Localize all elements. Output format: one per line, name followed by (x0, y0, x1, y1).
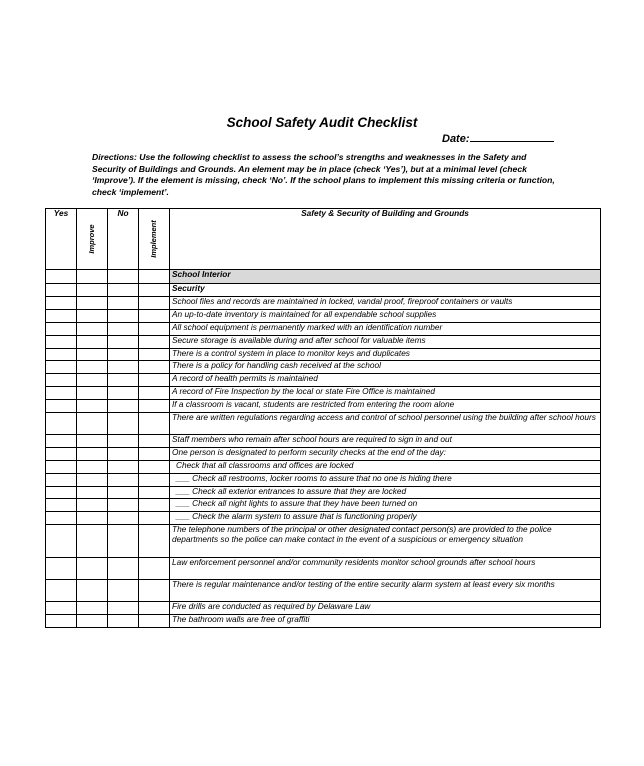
implement-checkbox-cell[interactable] (139, 387, 170, 400)
implement-checkbox-cell[interactable] (139, 270, 170, 284)
checklist-item-row (46, 473, 601, 486)
subsection-row-text: Security (170, 284, 601, 297)
implement-checkbox-cell[interactable] (139, 615, 170, 628)
yes-checkbox-cell[interactable] (46, 512, 77, 525)
implement-checkbox-cell[interactable] (139, 335, 170, 348)
checklist-item-row-text: ___ Check all exterior entrances to assure that they are locked (170, 486, 601, 499)
no-checkbox-cell[interactable] (108, 602, 139, 615)
yes-checkbox-cell[interactable] (46, 435, 77, 448)
checklist-item-row (46, 602, 601, 615)
improve-checkbox-cell[interactable] (77, 525, 108, 558)
improve-column-header (77, 209, 108, 270)
no-checkbox-cell[interactable] (108, 335, 139, 348)
improve-checkbox-cell[interactable] (77, 473, 108, 486)
no-checkbox-cell[interactable] (108, 374, 139, 387)
checklist-item-row-text: There is a control system in place to monitor keys and duplicates (170, 348, 601, 361)
implement-checkbox-cell[interactable] (139, 361, 170, 374)
checklist-item-row-text: There is a policy for handling cash received at the school (170, 361, 601, 374)
improve-checkbox-cell[interactable] (77, 580, 108, 602)
checklist-item-row (46, 309, 601, 322)
checklist-item-row-text: There are written regulations regarding access and control of school personnel using the building after school hours (170, 413, 601, 435)
checklist-item-row (46, 400, 601, 413)
no-checkbox-cell[interactable] (108, 309, 139, 322)
implement-checkbox-cell[interactable] (139, 460, 170, 473)
checklist-item-row (46, 413, 601, 435)
checklist-item-row (46, 580, 601, 602)
yes-checkbox-cell[interactable] (46, 558, 77, 580)
no-checkbox-cell[interactable] (108, 473, 139, 486)
yes-checkbox-cell[interactable] (46, 413, 77, 435)
yes-checkbox-cell[interactable] (46, 361, 77, 374)
implement-checkbox-cell[interactable] (139, 580, 170, 602)
yes-checkbox-cell[interactable] (46, 387, 77, 400)
yes-checkbox-cell[interactable] (46, 460, 77, 473)
yes-checkbox-cell[interactable] (46, 602, 77, 615)
checklist-item-row-text: All school equipment is permanently marked with an identification number (170, 322, 601, 335)
no-checkbox-cell[interactable] (108, 558, 139, 580)
implement-checkbox-cell[interactable] (139, 309, 170, 322)
implement-checkbox-cell[interactable] (139, 348, 170, 361)
no-checkbox-cell[interactable] (108, 297, 139, 310)
checklist-item-row-text: Staff members who remain after school hours are required to sign in and out (170, 435, 601, 448)
implement-checkbox-cell[interactable] (139, 322, 170, 335)
checklist-item-row (46, 374, 601, 387)
no-checkbox-cell[interactable] (108, 361, 139, 374)
improve-checkbox-cell[interactable] (77, 309, 108, 322)
implement-checkbox-cell[interactable] (139, 525, 170, 558)
page-title: School Safety Audit Checklist (226, 115, 418, 130)
improve-checkbox-cell[interactable] (77, 400, 108, 413)
yes-checkbox-cell[interactable] (46, 580, 77, 602)
no-checkbox-cell[interactable] (108, 348, 139, 361)
no-checkbox-cell[interactable] (108, 499, 139, 512)
improve-checkbox-cell[interactable] (77, 348, 108, 361)
checklist-item-row (46, 486, 601, 499)
checklist-item-row-text: The telephone numbers of the principal or other designated contact person(s) are provided to the police departments so the police can make contact in the event of a suspicious or emergency situation (170, 525, 601, 558)
checklist-item-row-text: Fire drills are conducted as required by Delaware Law (170, 602, 601, 615)
improve-checkbox-cell[interactable] (77, 615, 108, 628)
no-checkbox-cell[interactable] (108, 486, 139, 499)
checklist-item-row-text: If a classroom is vacant, students are restricted from entering the room alone (170, 400, 601, 413)
implement-checkbox-cell[interactable] (139, 558, 170, 580)
no-checkbox-cell[interactable] (108, 615, 139, 628)
checklist-item-row (46, 615, 601, 628)
checklist-item-row-text: A record of health permits is maintained (170, 374, 601, 387)
improve-checkbox-cell[interactable] (77, 558, 108, 580)
improve-checkbox-cell[interactable] (77, 297, 108, 310)
no-checkbox-cell[interactable] (108, 270, 139, 284)
checklist-item-row (46, 387, 601, 400)
implement-checkbox-cell[interactable] (139, 413, 170, 435)
yes-checkbox-cell[interactable] (46, 322, 77, 335)
yes-column-header: Yes (46, 209, 77, 270)
no-checkbox-cell[interactable] (108, 400, 139, 413)
checklist-item-row-text: ___ Check all night lights to assure that they have been turned on (170, 499, 601, 512)
no-checkbox-cell[interactable] (108, 413, 139, 435)
yes-checkbox-cell[interactable] (46, 284, 77, 297)
yes-checkbox-cell[interactable] (46, 270, 77, 284)
checklist-item-row-text: A record of Fire Inspection by the local or state Fire Office is maintained (170, 387, 601, 400)
section-row-text: School Interior (170, 270, 601, 284)
no-checkbox-cell[interactable] (108, 580, 139, 602)
yes-checkbox-cell[interactable] (46, 297, 77, 310)
checklist-item-row (46, 499, 601, 512)
improve-checkbox-cell[interactable] (77, 284, 108, 297)
improve-checkbox-cell[interactable] (77, 512, 108, 525)
improve-checkbox-cell[interactable] (77, 335, 108, 348)
no-column-header: No (108, 209, 139, 270)
improve-checkbox-cell[interactable] (77, 361, 108, 374)
yes-checkbox-cell[interactable] (46, 400, 77, 413)
no-checkbox-cell[interactable] (108, 435, 139, 448)
checklist-item-row (46, 322, 601, 335)
checklist-item-row-text: One person is designated to perform security checks at the end of the day: (170, 447, 601, 460)
checklist-item-row-text: Law enforcement personnel and/or community residents monitor school grounds after school hours (170, 558, 601, 580)
checklist-item-row-text: There is regular maintenance and/or testing of the entire security alarm system at least every six months (170, 580, 601, 602)
checklist-item-row (46, 460, 601, 473)
yes-checkbox-cell[interactable] (46, 486, 77, 499)
implement-checkbox-cell[interactable] (139, 297, 170, 310)
improve-checkbox-cell[interactable] (77, 460, 108, 473)
improve-checkbox-cell[interactable] (77, 602, 108, 615)
checklist-item-row-text: Check that all classrooms and offices are locked (170, 460, 601, 473)
no-checkbox-cell[interactable] (108, 525, 139, 558)
implement-checkbox-cell[interactable] (139, 284, 170, 297)
implement-checkbox-cell[interactable] (139, 602, 170, 615)
checklist-item-row-text: The bathroom walls are free of graffiti (170, 615, 601, 628)
yes-checkbox-cell[interactable] (46, 615, 77, 628)
checklist-item-row-text: Secure storage is available during and after school for valuable items (170, 335, 601, 348)
improve-checkbox-cell[interactable] (77, 486, 108, 499)
improve-checkbox-cell[interactable] (77, 447, 108, 460)
implement-checkbox-cell[interactable] (139, 473, 170, 486)
improve-checkbox-cell[interactable] (77, 499, 108, 512)
improve-checkbox-cell[interactable] (77, 374, 108, 387)
implement-checkbox-cell[interactable] (139, 400, 170, 413)
improve-header-label: Improve (87, 224, 97, 254)
implement-checkbox-cell[interactable] (139, 435, 170, 448)
date-blank-line[interactable] (470, 130, 554, 142)
yes-checkbox-cell[interactable] (46, 525, 77, 558)
improve-checkbox-cell[interactable] (77, 435, 108, 448)
implement-checkbox-cell[interactable] (139, 512, 170, 525)
checklist-item-row-text: ___ Check the alarm system to assure that is functioning properly (170, 512, 601, 525)
date-field (442, 130, 554, 145)
yes-checkbox-cell[interactable] (46, 309, 77, 322)
checklist-item-row (46, 525, 601, 558)
yes-checkbox-cell[interactable] (46, 374, 77, 387)
implement-checkbox-cell[interactable] (139, 486, 170, 499)
no-checkbox-cell[interactable] (108, 322, 139, 335)
checklist-item-row-text: School files and records are maintained in locked, vandal proof, fireproof containers or vaults (170, 297, 601, 310)
yes-checkbox-cell[interactable] (46, 348, 77, 361)
date-label: Date: (442, 133, 470, 145)
implement-checkbox-cell[interactable] (139, 499, 170, 512)
section-row (46, 270, 601, 284)
implement-header-label: Implement (149, 220, 159, 258)
no-checkbox-cell[interactable] (108, 460, 139, 473)
checklist-item-row-text: An up-to-date inventory is maintained for all expendable school supplies (170, 309, 601, 322)
checklist-item-row (46, 361, 601, 374)
checklist-item-row-text: ___ Check all restrooms, locker rooms to assure that no one is hiding there (170, 473, 601, 486)
no-checkbox-cell[interactable] (108, 512, 139, 525)
checklist-item-row (46, 348, 601, 361)
checklist-item-row (46, 435, 601, 448)
yes-checkbox-cell[interactable] (46, 335, 77, 348)
checklist-item-row (46, 297, 601, 310)
subsection-row (46, 284, 601, 297)
table-main-heading: Safety & Security of Building and Grounds (170, 209, 601, 270)
implement-column-header (139, 209, 170, 270)
no-checkbox-cell[interactable] (108, 284, 139, 297)
improve-checkbox-cell[interactable] (77, 270, 108, 284)
improve-checkbox-cell[interactable] (77, 387, 108, 400)
no-checkbox-cell[interactable] (108, 447, 139, 460)
no-checkbox-cell[interactable] (108, 387, 139, 400)
yes-checkbox-cell[interactable] (46, 447, 77, 460)
yes-checkbox-cell[interactable] (46, 473, 77, 486)
header-row (46, 209, 601, 270)
checklist-item-row (46, 447, 601, 460)
implement-checkbox-cell[interactable] (139, 447, 170, 460)
checklist-item-row (46, 512, 601, 525)
checklist-table (45, 208, 601, 628)
yes-checkbox-cell[interactable] (46, 499, 77, 512)
checklist-item-row (46, 558, 601, 580)
improve-checkbox-cell[interactable] (77, 322, 108, 335)
directions-text: Directions: Use the following checklist to assess the school’s strengths and weaknesses in the Safety and Security of Buildings and Grounds. An element may be in place (check ‘Yes’), but at a minimal level (check ‘Improve’). If the element is missing, check ‘No’. If the school plans to implement this missing criteria or function, check ‘implement’. (92, 152, 555, 197)
improve-checkbox-cell[interactable] (77, 413, 108, 435)
implement-checkbox-cell[interactable] (139, 374, 170, 387)
checklist-item-row (46, 335, 601, 348)
